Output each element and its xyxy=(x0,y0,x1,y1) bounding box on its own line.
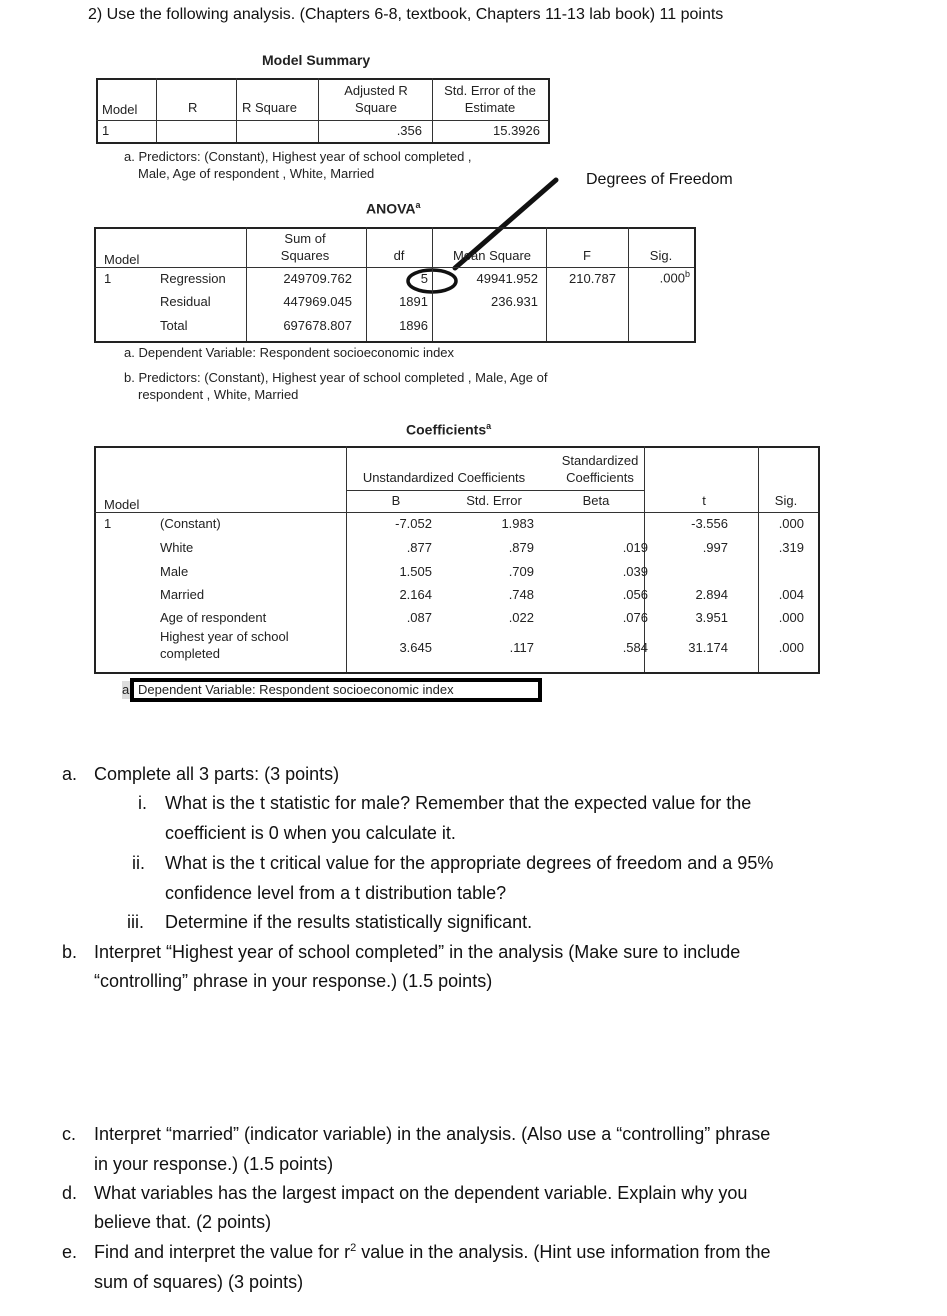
anova-ms: 236.931 xyxy=(491,294,538,309)
coef-beta: .056 xyxy=(622,587,648,602)
coef-header-beta: Beta xyxy=(582,493,610,508)
question-e-line1: Find and interpret the value for $r^2$ value in the analysis. (Hint use information from the xyxy=(94,1242,771,1262)
question-b-line2: “controlling” phrase in your response.) (1.5 points) xyxy=(94,971,493,991)
coef-sig: .000 xyxy=(778,640,804,655)
question-a-ii-line2: confidence level from a t distribution table? xyxy=(165,883,507,903)
coef-beta: .039 xyxy=(622,564,648,579)
coefficients-table xyxy=(94,446,818,672)
coef-b: 3.645 xyxy=(399,640,432,655)
anova-f: 210.787 xyxy=(569,271,616,286)
anova-table xyxy=(94,227,694,341)
coef-t: 2.894 xyxy=(695,587,728,602)
coef-header-se: Std. Error xyxy=(466,493,522,508)
question-e-line2: sum of squares) (3 points) xyxy=(94,1272,304,1292)
coef-b: .087 xyxy=(406,610,432,625)
anova-row-label: Residual xyxy=(160,294,211,309)
coef-sig: .319 xyxy=(778,540,804,555)
coef-row-label: White xyxy=(160,540,194,555)
coef-se: .879 xyxy=(508,540,534,555)
ms-header-r: R xyxy=(188,100,198,115)
coef-note: a Dependent Variable: Respondent socioeconomic index xyxy=(122,678,542,702)
question-c-marker: c. xyxy=(62,1124,77,1144)
anova-title: ANOVA$^a$ xyxy=(366,200,421,217)
coef-t: -3.556 xyxy=(691,516,728,531)
question-b-marker: b. xyxy=(62,942,78,962)
coef-b: -7.052 xyxy=(395,516,432,531)
coef-sig: .000 xyxy=(778,610,804,625)
anova-sig: .000$^b$ xyxy=(659,269,690,286)
coef-t: 31.174 xyxy=(688,640,728,655)
anova-header-model: Model xyxy=(104,252,140,267)
question-a-ii-marker: ii. xyxy=(132,853,145,873)
anova-ss: 697678.807 xyxy=(283,318,352,333)
coef-b: 1.505 xyxy=(399,564,432,579)
anova-note-b2: respondent , White, Married xyxy=(138,387,299,402)
anova-note-b: b. Predictors: (Constant), Highest year of school completed , Male, Age of xyxy=(124,370,548,385)
question-a-iii-line1: Determine if the results statistically significant. xyxy=(165,912,533,932)
coef-se: .709 xyxy=(508,564,534,579)
question-e-marker: e. xyxy=(62,1242,78,1262)
question-d-line1: What variables has the largest impact on the dependent variable. Explain why you xyxy=(94,1183,748,1203)
question-a-marker: a. xyxy=(62,764,78,784)
coef-se: .748 xyxy=(508,587,534,602)
question-b-line1: Interpret “Highest year of school completed” in the analysis (Make sure to include xyxy=(94,942,741,962)
coef-sig: .004 xyxy=(778,587,804,602)
anova-header-ms: Mean Square xyxy=(452,248,532,263)
coef-se: .022 xyxy=(508,610,534,625)
question-c-line1: Interpret “married” (indicator variable) in the analysis. (Also use a “controlling” phrase xyxy=(94,1124,771,1144)
coef-b: 2.164 xyxy=(399,587,432,602)
ms-std-error: 15.3926 xyxy=(493,123,540,138)
anova-row-label: Total xyxy=(160,318,188,333)
question-a-i-line1: What is the t statistic for male? Remember that the expected value for the xyxy=(165,793,752,813)
coef-header-t: t xyxy=(702,493,706,508)
ms-header-r-square: R Square xyxy=(242,100,297,115)
coef-group-unstd: Unstandardized Coefficients xyxy=(362,470,526,485)
anova-ss: 249709.762 xyxy=(283,271,352,286)
ms-note-line2: Male, Age of respondent , White, Married xyxy=(138,166,375,181)
coef-se: 1.983 xyxy=(501,516,534,531)
coef-model-1: 1 xyxy=(104,516,112,531)
coef-b: .877 xyxy=(406,540,432,555)
question-a-iii-marker: iii. xyxy=(127,912,144,932)
coefficients-title: Coefficients$^a$ xyxy=(406,421,492,438)
ms-note-line1: a. Predictors: (Constant), Highest year of school completed , xyxy=(124,149,472,164)
coef-beta: .019 xyxy=(622,540,648,555)
anova-header-ss: Sum of Squares xyxy=(280,231,330,263)
coef-group-std: Standardized Coefficients xyxy=(561,453,639,485)
ms-header-model: Model xyxy=(102,102,138,117)
coef-header-sig: Sig. xyxy=(774,493,798,508)
anova-header-sig: Sig. xyxy=(649,248,673,263)
question-a-i-marker: i. xyxy=(138,793,147,813)
coef-row-label: Highest year of school completed xyxy=(160,629,289,661)
question-d-line2: believe that. (2 points) xyxy=(94,1212,272,1232)
question-header: 2) Use the following analysis. (Chapters 6-8, textbook, Chapters 11-13 lab book) 11 points xyxy=(88,6,724,23)
coef-header-b: B xyxy=(391,493,401,508)
question-c-line2: in your response.) (1.5 points) xyxy=(94,1154,334,1174)
anova-ss: 447969.045 xyxy=(283,294,352,309)
anova-model-1: 1 xyxy=(104,271,112,286)
anova-row-label: Regression xyxy=(160,271,226,286)
ms-header-std-error: Std. Error of the Estimate xyxy=(444,83,536,115)
coef-sig: .000 xyxy=(778,516,804,531)
model-summary-title: Model Summary xyxy=(262,52,371,68)
coef-row-label: Married xyxy=(160,587,205,602)
coef-t: .997 xyxy=(702,540,728,555)
question-a-text: Complete all 3 parts: (3 points) xyxy=(94,764,340,784)
coef-beta: .584 xyxy=(622,640,648,655)
coef-beta: .076 xyxy=(622,610,648,625)
degrees-of-freedom-label: Degrees of Freedom xyxy=(586,171,733,188)
question-d-marker: d. xyxy=(62,1183,78,1203)
anova-note-a: a. Dependent Variable: Respondent socioeconomic index xyxy=(124,345,455,360)
anova-df: 5 xyxy=(420,271,428,286)
anova-header-f: F xyxy=(583,248,591,263)
coef-row-label: Male xyxy=(160,564,189,579)
coef-row-label: Age of respondent xyxy=(160,610,267,625)
coef-header-model: Model xyxy=(104,497,140,512)
anova-ms: 49941.952 xyxy=(476,271,538,286)
ms-header-adj-r-square: Adjusted R Square xyxy=(344,83,408,115)
coef-t: 3.951 xyxy=(695,610,728,625)
ms-adj-r2: .356 xyxy=(396,123,422,138)
anova-df: 1891 xyxy=(399,294,428,309)
question-a-ii-line1: What is the t critical value for the appropriate degrees of freedom and a 95% xyxy=(165,853,774,873)
anova-df: 1896 xyxy=(399,318,428,333)
coef-se: .117 xyxy=(509,640,534,655)
question-a-i-line2: coefficient is 0 when you calculate it. xyxy=(165,823,456,843)
coef-row-label: (Constant) xyxy=(160,516,221,531)
ms-model-1: 1 xyxy=(102,123,110,138)
anova-header-df: df xyxy=(393,248,405,263)
